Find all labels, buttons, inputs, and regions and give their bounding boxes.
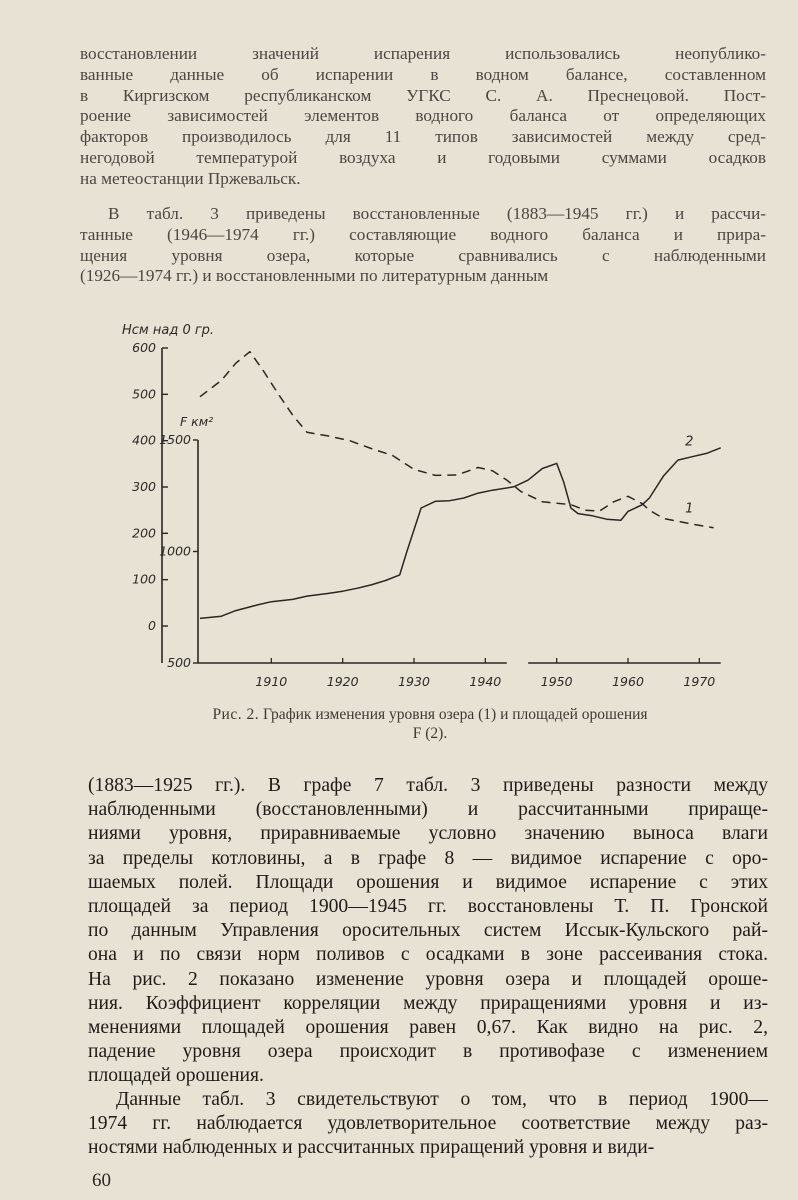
text-line: (1926—1974 гг.) и восстановленными по литературным данным — [80, 266, 549, 286]
series-line-2 — [200, 448, 721, 619]
text-line: негодовой температурой воздуха и годовыми суммами осадков — [80, 147, 766, 167]
figure-level-and-irrigation — [110, 318, 750, 698]
paragraph-bottom-2 — [88, 1088, 768, 1161]
paragraph-bottom-1 — [88, 774, 768, 1089]
text-line: факторов производилось для 11 типов зависимостей между сред- — [80, 127, 766, 147]
inner-axis-title: F км² — [180, 414, 214, 429]
figure-caption — [110, 705, 750, 743]
paragraph-top-2 — [80, 204, 766, 287]
left-axis-tick-label: 200 — [132, 525, 156, 541]
caption-line-2: F (2). — [412, 725, 448, 742]
curve-label-1: 1 — [685, 501, 694, 517]
text-line: наблюденными (восстановленными) и рассчитанными прираще- — [88, 799, 768, 821]
x-axis-tick-label: 1920 — [326, 674, 359, 689]
text-line: Данные табл. 3 свидетельствуют о том, что в период 1900— — [116, 1089, 768, 1110]
page-number: 60 — [92, 1170, 111, 1191]
text-line: на метеостанции Пржевальск. — [80, 168, 301, 188]
text-line: В табл. 3 приведены восстановленные (1883—1945 гг.) и рассчи- — [108, 204, 766, 223]
left-axis-tick-label: 300 — [132, 479, 156, 494]
text-line: ниями уровня, приравниваемые условно значению выноса влаги — [88, 823, 768, 845]
caption-label: Рис. 2. — [212, 706, 260, 723]
inner-axis-tick-label: 500 — [167, 655, 191, 670]
text-line: ния. Коэффициент корреляции между приращениями уровня и из- — [88, 992, 768, 1014]
text-line: щения уровня озера, которые сравнивались с наблюденными — [80, 245, 766, 265]
text-line: (1883—1925 гг.). В графе 7 табл. 3 приведены разности между — [88, 775, 768, 796]
text-line: площадей за период 1900—1945 гг. восстановлены Т. П. Гронской — [88, 896, 768, 918]
text-line: роение зависимостей элементов водного баланса от определяющих — [80, 106, 766, 126]
caption-text: График изменения уровня озера (1) и площадей орошения — [262, 706, 648, 723]
text-line: площадей орошения. — [88, 1065, 264, 1087]
x-axis-tick-label: 1910 — [255, 674, 288, 689]
text-line: по данным Управления оросительных систем Иссык-Кульского рай- — [88, 920, 768, 942]
text-line: ванные данные об испарении в водном балансе, составленном — [80, 64, 766, 84]
left-axis-tick-label: 0 — [148, 618, 156, 633]
x-axis-tick-label: 1950 — [540, 674, 573, 689]
text-line: восстановлении значений испарения использовались неопублико- — [80, 44, 766, 63]
text-line: падение уровня озера происходит в противофазе с изменением — [88, 1041, 768, 1063]
series-line-1 — [200, 352, 714, 528]
text-line: ностями наблюденных и рассчитанных приращений уровня и види- — [88, 1137, 655, 1159]
text-line: шаемых полей. Площади орошения и видимое испарение с этих — [88, 871, 768, 893]
left-axis-tick-label: 400 — [132, 432, 156, 448]
x-axis-tick-label: 1940 — [469, 674, 502, 689]
text-line: она и по связи норм поливов с осадками в зоне рассеивания стока. — [88, 944, 768, 966]
text-line: менениями площадей орошения равен 0,67. Как видно на рис. 2, — [88, 1017, 768, 1039]
x-axis-tick-label: 1960 — [612, 674, 644, 689]
text-line: за пределы котловины, а в графе 8 — видимое испарение с оро- — [88, 847, 768, 869]
inner-axis-tick-label: 1500 — [159, 432, 191, 447]
text-line: в Киргизском республиканском УГКС С. А. Преснецовой. Пост- — [80, 85, 766, 105]
paragraph-top-1 — [80, 44, 766, 190]
x-axis-tick-label: 1970 — [683, 674, 716, 689]
left-axis-title: Нсм над 0 гр. — [122, 323, 215, 338]
text-line: танные (1946—1974 гг.) составляющие водного баланса и прира- — [80, 224, 766, 244]
text-line: На рис. 2 показано изменение уровня озера и площадей ороше- — [88, 968, 768, 990]
left-axis-tick-label: 600 — [132, 340, 156, 355]
x-axis-tick-label: 1930 — [398, 674, 430, 689]
curve-label-2: 2 — [685, 434, 694, 450]
line-chart — [110, 318, 750, 698]
left-axis-tick-label: 500 — [132, 386, 156, 402]
text-line: 1974 гг. наблюдается удовлетворительное соответствие между раз- — [88, 1113, 768, 1135]
left-axis-tick-label: 100 — [132, 571, 156, 587]
inner-axis-tick-label: 1000 — [159, 543, 191, 559]
